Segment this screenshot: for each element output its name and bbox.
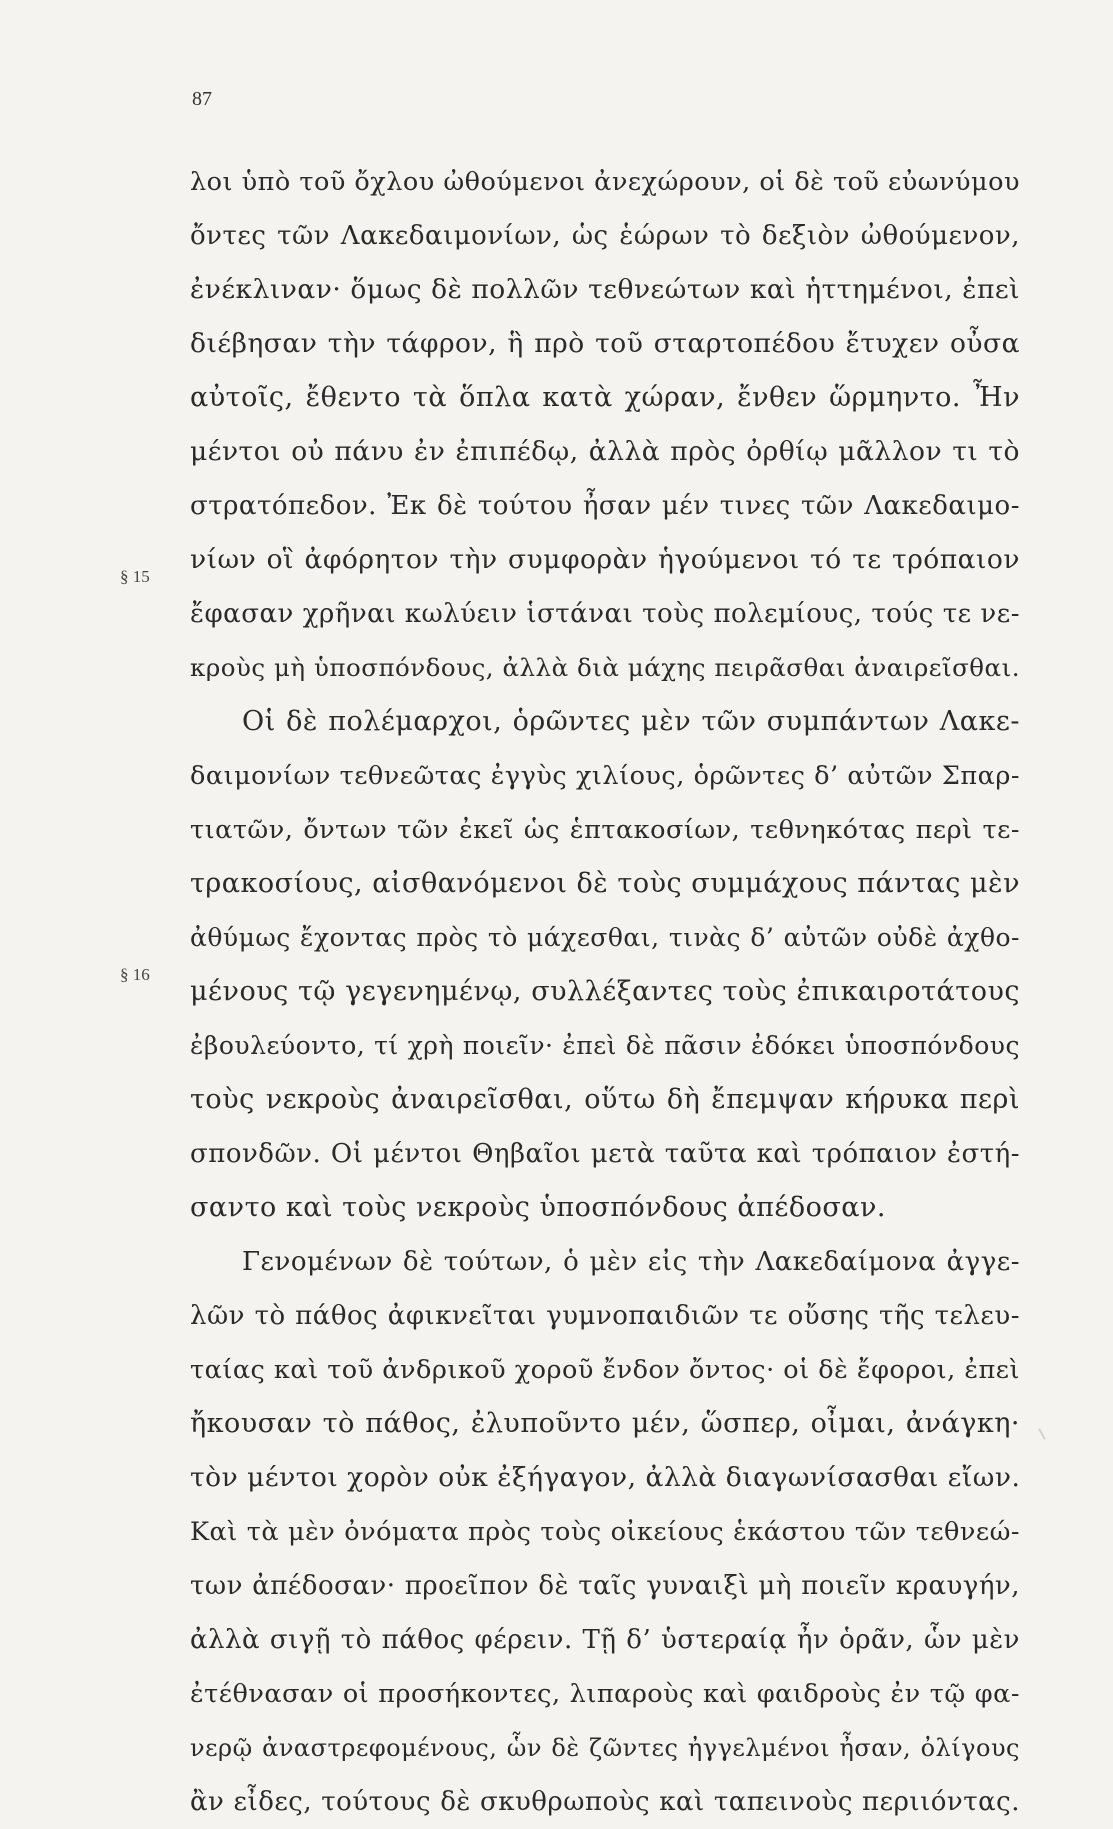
text-line: ἐβουλεύοντο, τί χρὴ ποιεῖν· ἐπεὶ δὲ πᾶσιν ἐδόκει ὑποσπόνδους xyxy=(190,1031,1020,1060)
text-line: των ἀπέδοσαν· προεῖπον δὲ ταῖς γυναιξὶ μὴ ποιεῖν κραυγήν, xyxy=(190,1571,1020,1601)
page-number: 87 xyxy=(192,88,212,110)
text-line: Καὶ τὰ μὲν ὀνόματα πρὸς τοὺς οἰκείους ἑκάστου τῶν τεθνεώ- xyxy=(190,1517,1020,1547)
text-line: ἀλλὰ σιγῇ τὸ πάθος φέρειν. Τῇ δ’ ὑστεραίᾳ ἦν ὁρᾶν, ὧν μὲν xyxy=(190,1625,1020,1655)
text-line: λῶν τὸ πάθος ἀφικνεῖται γυμνοπαιδιῶν τε οὔσης τῆς τελευ- xyxy=(190,1301,1020,1331)
text-line: δαιμονίων τεθνεῶτας ἐγγὺς χιλίους, ὁρῶντες δ’ αὐτῶν Σπαρ- xyxy=(190,761,1020,791)
text-line: τὸν μέντοι χορὸν οὐκ ἐξήγαγον, ἀλλὰ διαγωνίσασθαι εἴων. xyxy=(190,1462,1021,1493)
text-line: αὐτοῖς, ἔθεντο τὰ ὅπλα κατὰ χώραν, ἔνθεν ὥρμηντο. Ἦν xyxy=(190,382,1020,413)
text-line: μέντοι οὐ πάνυ ἐν ἐπιπέδῳ, ἀλλὰ πρὸς ὀρθίῳ μᾶλλον τι τὸ xyxy=(190,436,1020,467)
text-line: ἀθύμως ἔχοντας πρὸς τὸ μάχεσθαι, τινὰς δ’ αὐτῶν οὐδὲ ἀχθο- xyxy=(190,923,1020,952)
greek-text-body xyxy=(190,155,1020,1829)
text-line: νερῷ ἀναστρεφομένους, ὧν δὲ ζῶντες ἠγγελμένοι ἦσαν, ὀλίγους xyxy=(190,1734,1020,1762)
text-line: νίων οἳ ἀφόρητον τὴν συμφορὰν ἡγούμενοι τό τε τρόπαιον xyxy=(190,544,1020,575)
paragraph-start-line: Γενομένων δὲ τούτων, ὁ μὲν εἰς τὴν Λακεδαίμονα ἀγγε- xyxy=(242,1247,1020,1277)
text-line: διέβησαν τὴν τάφρον, ἣ πρὸ τοῦ σταρτοπέδου ἔτυχεν οὖσα xyxy=(190,328,1020,359)
text-line: ταίας καὶ τοῦ ἀνδρικοῦ χοροῦ ἔνδον ὄντος· οἱ δὲ ἔφοροι, ἐπεὶ xyxy=(190,1355,1020,1385)
text-line: τοὺς νεκροὺς ἀναιρεῖσθαι, οὕτω δὴ ἔπεμψαν κήρυκα περὶ xyxy=(190,1084,1020,1115)
text-line: ὄντες τῶν Λακεδαιμονίων, ὡς ἑώρων τὸ δεξιὸν ὠθούμενον, xyxy=(190,221,1020,251)
text-line: ἐνέκλιναν· ὅμως δὲ πολλῶν τεθνεώτων καὶ ἡττημένοι, ἐπεὶ xyxy=(190,274,1020,305)
text-line: τρακοσίους, αἰσθανόμενοι δὲ τοὺς συμμάχους πάντας μὲν xyxy=(190,868,1020,899)
text-line: τιατῶν, ὄντων τῶν ἐκεῖ ὡς ἑπτακοσίων, τεθνηκότας περὶ τε- xyxy=(190,815,1020,845)
paragraph-end-line: ἂν εἶδες, τούτους δὲ σκυθρωποὺς καὶ ταπεινοὺς περιιόντας. xyxy=(190,1787,1020,1817)
text-line: ἐτέθνασαν οἱ προσήκοντες, λιπαροὺς καὶ φαιδροὺς ἐν τῷ φα- xyxy=(190,1679,1020,1709)
paragraph-start-line: Οἱ δὲ πολέμαρχοι, ὁρῶντες μὲν τῶν συμπάντων Λακε- xyxy=(242,706,1020,737)
text-line: ἔφασαν χρῆναι κωλύειν ἱστάναι τοὺς πολεμίους, τούς τε νε- xyxy=(190,599,1020,629)
text-line: σπονδῶν. Οἱ μέντοι Θηβαῖοι μετὰ ταῦτα καὶ τρόπαιον ἐστή- xyxy=(190,1139,1020,1169)
text-line: κροὺς μὴ ὑποσπόνδους, ἀλλὰ διὰ μάχης πειρᾶσθαι ἀναιρεῖσθαι. xyxy=(190,653,1020,682)
paper-speck xyxy=(1038,1428,1046,1439)
text-line: ἤκουσαν τὸ πάθος, ἐλυποῦντο μέν, ὥσπερ, οἶμαι, ἀνάγκη· xyxy=(190,1408,1020,1439)
text-line: μένους τῷ γεγενημένῳ, συλλέξαντες τοὺς ἐπικαιροτάτους xyxy=(190,976,1020,1007)
section-marker-15: § 15 xyxy=(120,567,150,586)
paragraph-end-line: σαντο καὶ τοὺς νεκροὺς ὑποσπόνδους ἀπέδοσαν. xyxy=(190,1192,886,1223)
text-line: λοι ὑπὸ τοῦ ὄχλου ὠθούμενοι ἀνεχώρουν, οἱ δὲ τοῦ εὐωνύμου xyxy=(190,167,1020,197)
section-marker-16: § 16 xyxy=(120,965,150,984)
text-line: στρατόπεδον. Ἐκ δὲ τούτου ἦσαν μέν τινες τῶν Λακεδαιμο- xyxy=(190,491,1020,521)
